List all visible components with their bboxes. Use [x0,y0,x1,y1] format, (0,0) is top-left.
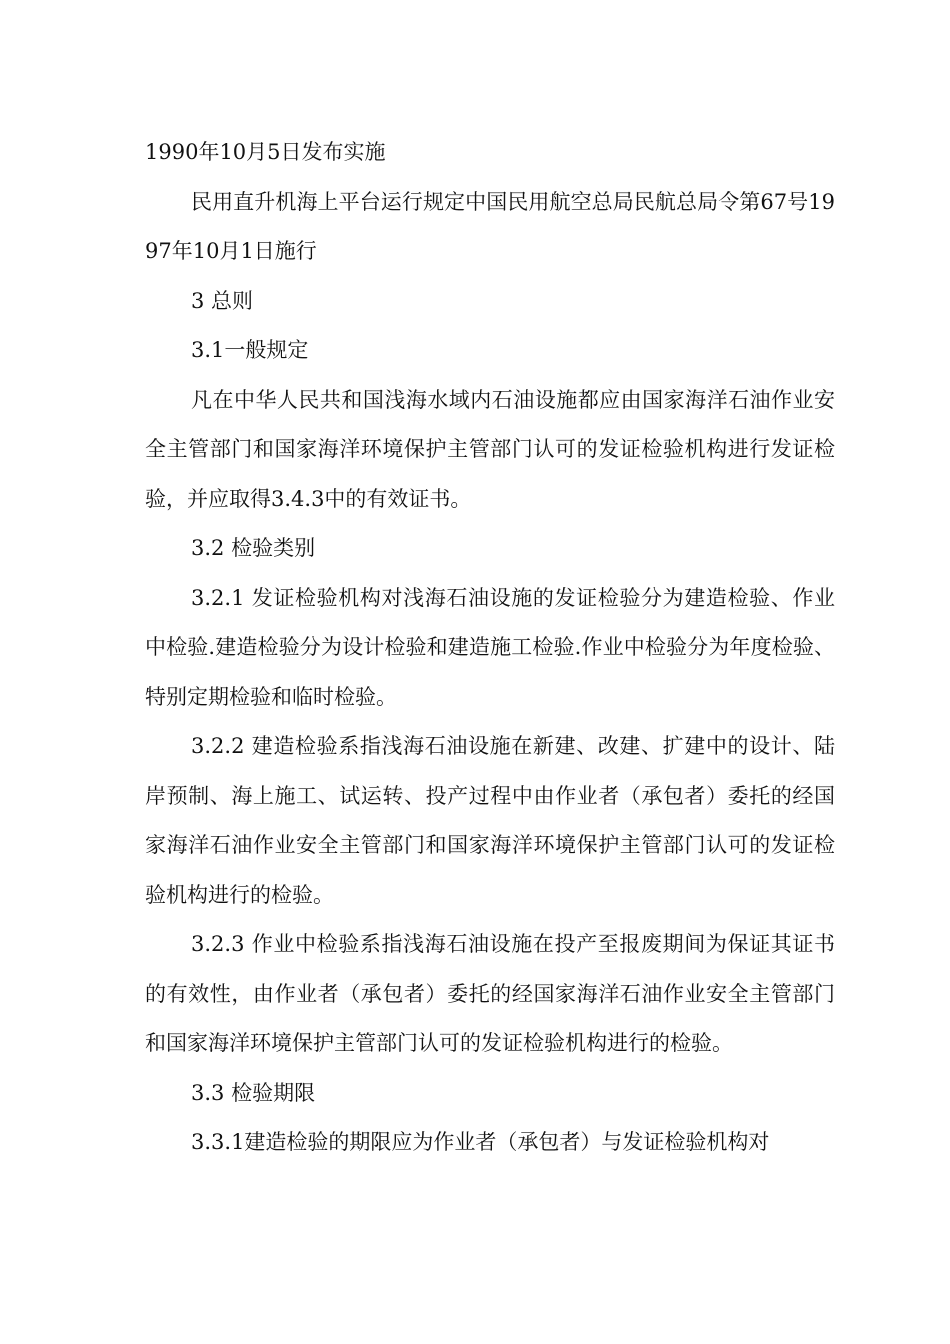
paragraph-3-2-2: 3.2.2 建造检验系指浅海石油设施在新建、改建、扩建中的设计、陆岸预制、海上施工、试运转、投产过程中由作业者（承包者）委托的经国家海洋石油作业安全主管部门和国家海洋环境保护主管部门认可的发证检验机构进行的检验。 [145,734,835,907]
paragraph-release-date: 1990年10月5日发布实施 [145,140,386,164]
heading-general-provisions: 3 总则 [191,288,254,313]
paragraph-3-2-3: 3.2.3 作业中检验系指浅海石油设施在投产至报废期间为保证其证书的有效性，由作业者（承包者）委托的经国家海洋石油作业安全主管部门和国家海洋环境保护主管部门认可的发证检验机构进行的检验。 [145,932,835,1055]
document-body [145,128,835,1168]
paragraph-3-2-1: 3.2.1 发证检验机构对浅海石油设施的发证检验分为建造检验、作业中检验.建造检验分为设计检验和建造施工检验.作业中检验分为年度检验、特别定期检验和临时检验。 [145,585,835,709]
paragraph-3-3-1: 3.3.1建造检验的期限应为作业者（承包者）与发证检验机构对 [191,1130,770,1154]
paragraph-certification-requirement: 凡在中华人民共和国浅海水域内石油设施都应由国家海洋石油作业安全主管部门和国家海洋环境保护主管部门认可的发证检验机构进行发证检验，并应取得3.4.3中的有效证书。 [145,387,835,511]
paragraph-helicopter-regulation: 民用直升机海上平台运行规定中国民用航空总局民航总局令第67号1997年10月1日施行 [145,189,835,263]
heading-inspection-period: 3.3 检验期限 [191,1080,316,1105]
heading-inspection-categories: 3.2 检验类别 [191,536,316,560]
heading-general-rules: 3.1一般规定 [191,338,309,362]
